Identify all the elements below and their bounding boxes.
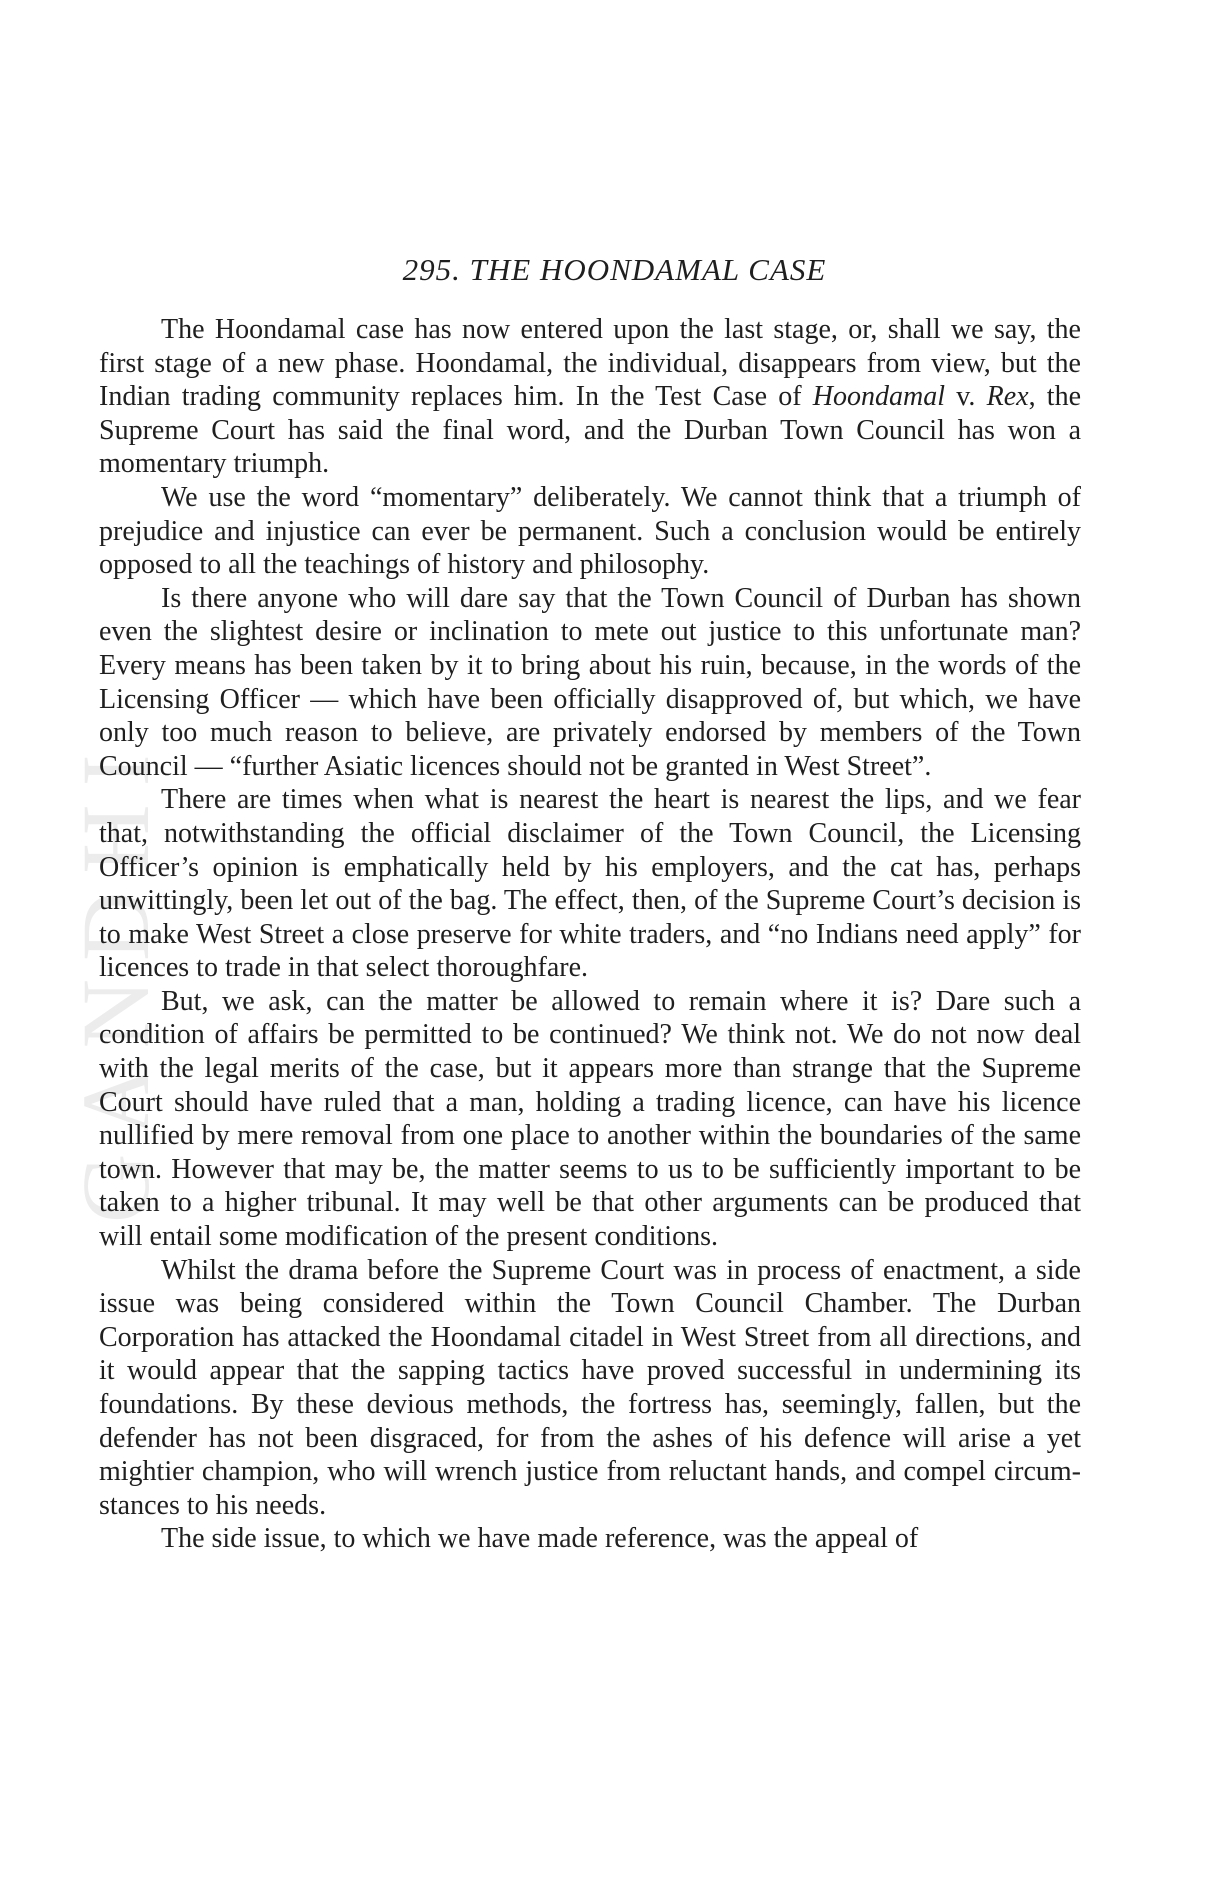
text-segment: v.: [945, 381, 987, 413]
italic-text: Rex: [986, 381, 1029, 413]
italic-text: Hoondamal: [812, 381, 945, 413]
text-segment: We use the word “momentary” deliberately. We cannot think that a triumph of prejudice and injustice can ever be permanent. Such a conclusion would be entirely opposed to all the teachings of history and philosophy.: [99, 481, 1081, 581]
text-segment: Whilst the drama before the Supreme Court was in process of enactment, a side issue was being considered within the Town Council Chamber. The Durban Corporation has attacked the Hoondamal citadel in West Street from all directions, and it would appear that the sapping tactics have proved successful in undermining its foundations. By these devious methods, the fortress has, seemingly, fallen, but the defender has not been disgraced, for from the ashes of his defence will arise a yet mightier champion, who will wrench justice from reluctant hands, and compel circumstances to his needs.: [99, 1254, 1081, 1521]
text-segment: There are times when what is nearest the heart is nearest the lips, and we fear that, notwithstanding the official disclaimer of the Town Council, the Licensing Officer’s opinion is emphatically held by his employers, and the cat has, perhaps unwittingly, been let out of the bag. The effect, then, of the Supreme Court’s decision is to make West Street a close preserve for white traders, and “no Indians need apply” for licences to trade in that select thoroughfare.: [99, 784, 1081, 984]
text-segment: The side issue, to which we have made reference, was the appeal of: [161, 1523, 919, 1555]
text-segment: But, we ask, can the matter be allowed to remain where it is? Dare such a condition of affairs be permitted to be continued? We think not. We do not now deal with the legal merits of the case, but it appears more than strange that the Supreme Court should have ruled that a man, holding a trading licence, can have his licence nullified by mere removal from one place to another within the boundaries of the same town. However that may be, the matter seems to us to be sufficiently important to be taken to a higher tribunal. It may well be that other arguments can be produced that will entail some modification of the present conditions.: [99, 985, 1081, 1253]
paragraph: [99, 985, 1081, 1254]
text-segment: , the Supreme Court has said the final word, and the Durban Town Council has won a momentary triumph.: [99, 381, 1081, 480]
paragraph: [99, 783, 1081, 985]
paragraph: [99, 1522, 1081, 1556]
text-segment: The Hoondamal case has now entered upon the last stage, or, shall we say, the first stage of a new phase. Hoondamal, the individual, disappears from view, but the Indian trading community replaces him. In the Test Case of: [99, 314, 1081, 413]
paragraph: [99, 582, 1081, 784]
paragraph: [99, 313, 1081, 481]
text-segment: Is there anyone who will dare say that the Town Council of Durban has shown even the slightest desire or inclination to mete out justice to this unfortunate man? Every means has been taken by it to bring about his ruin, because, in the words of the Licensing Officer — which have been officially disapproved of, but which, we have only too much reason to believe, are privately endorsed by members of the Town Council — “further Asiatic licences should not be granted in West Street”.: [99, 582, 1081, 782]
paragraph: [99, 481, 1081, 582]
watermark: GANDHI: [62, 736, 169, 1224]
page-title: 295. THE HOONDAMAL CASE: [402, 252, 827, 287]
paragraph: [99, 1254, 1081, 1523]
article-body: [99, 313, 1081, 1556]
